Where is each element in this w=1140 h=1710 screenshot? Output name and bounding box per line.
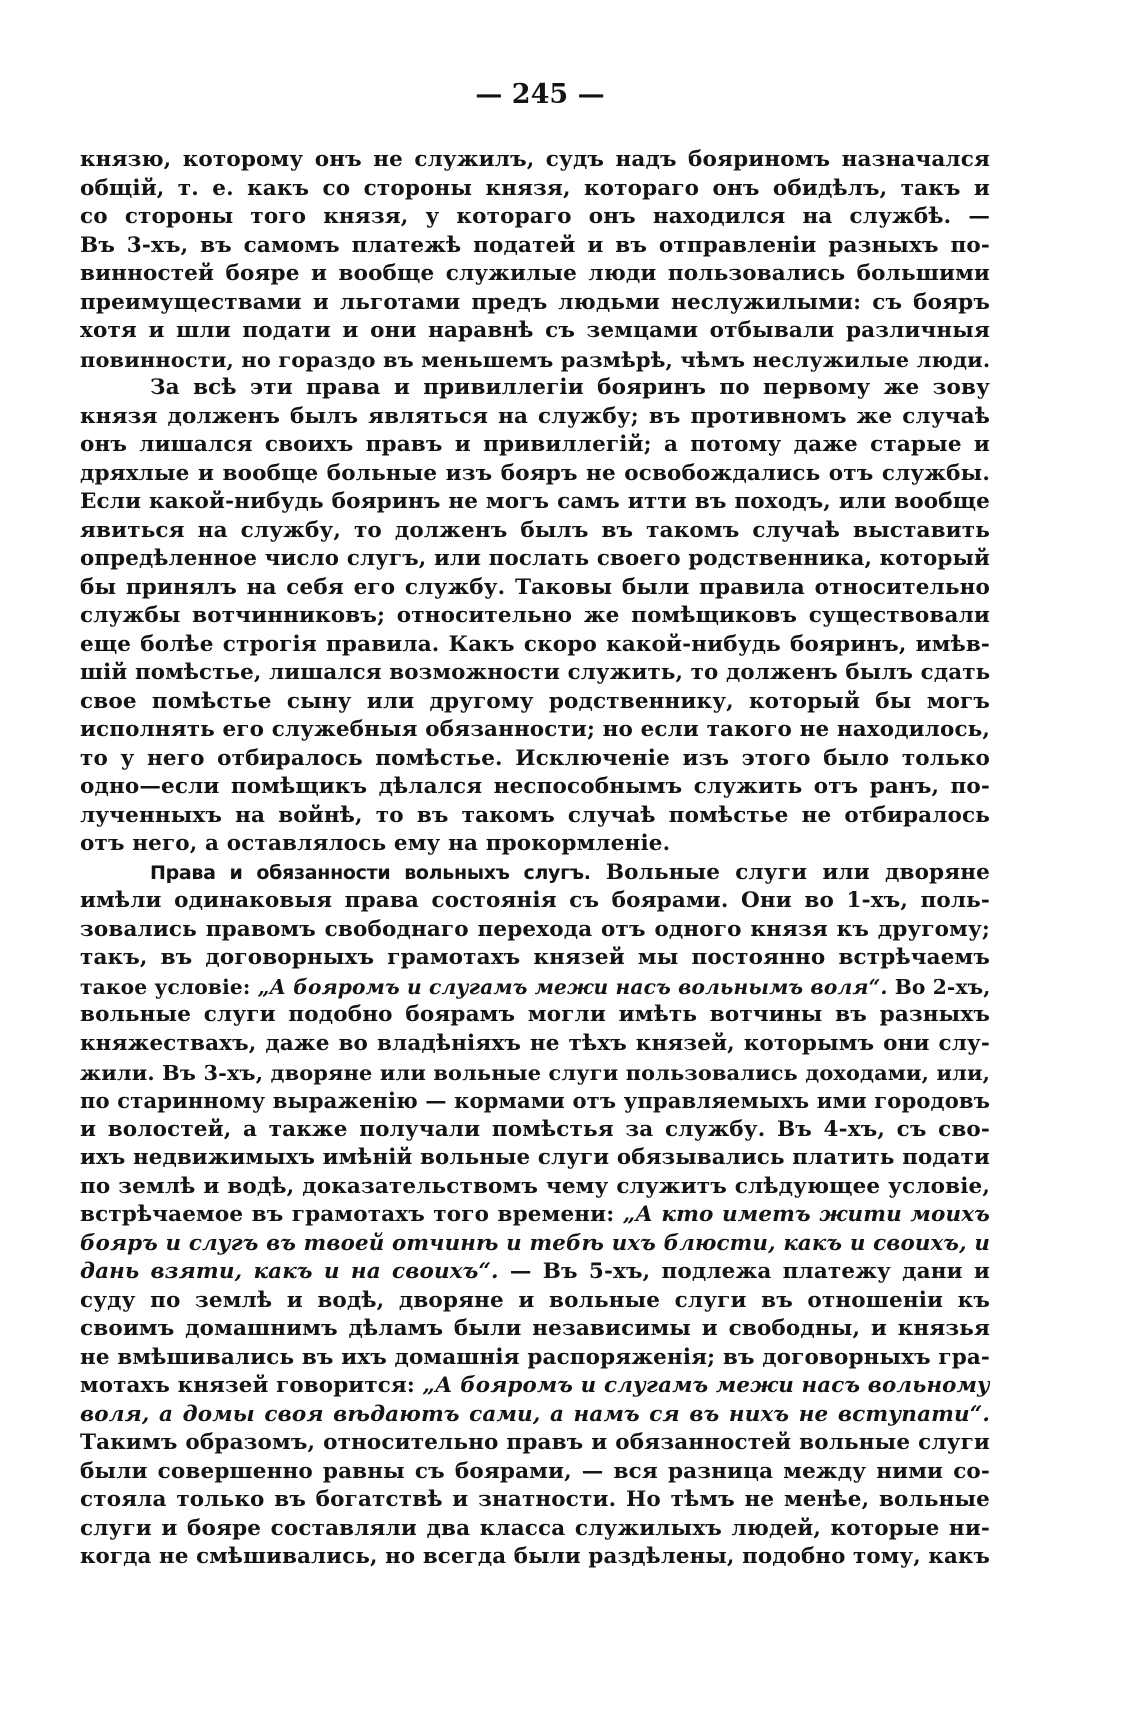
text-line: вольные слуги подобно боярамъ могли имѣть вотчины въ разныхъ — [80, 1002, 990, 1028]
text-line: княжествахъ, даже во владѣніяхъ не тѣхъ князей, которымъ они слу- — [80, 1030, 990, 1056]
text-line: общій, т. е. какъ со стороны князя, котораго онъ обидѣлъ, такъ и — [80, 175, 990, 201]
section-heading: Права и обязанности вольныхъ слугъ. — [150, 861, 591, 884]
text-line: со стороны того князя, у котораго онъ находился на службѣ. — — [80, 204, 990, 230]
text-fragment: такое условіе: — [80, 974, 258, 999]
text-line: винностей бояре и вообще служилые люди пользовались большими — [80, 261, 990, 287]
text-line: повинности, но гораздо въ меньшемъ размѣрѣ, чѣмъ неслужилые люди. — [80, 346, 990, 372]
text-line: шій помѣстье, лишался возможности служить, то долженъ былъ сдать — [80, 660, 990, 686]
quotation: „А кто иметъ жити моихъ — [622, 1202, 990, 1228]
text-line: такъ, въ договорныхъ грамотахъ князей мы постоянно встрѣчаемъ — [80, 945, 990, 971]
text-line: явиться на службу, то долженъ былъ въ такомъ случаѣ выставить — [80, 517, 990, 543]
text-line: Въ 3-хъ, въ самомъ платежѣ податей и въ отправленіи разныхъ по- — [80, 232, 990, 258]
text-line: онъ лишался своихъ правъ и привиллегій; а потому даже старые и — [80, 432, 990, 458]
text-line: не вмѣшивались въ ихъ домашнія распоряженія; въ договорныхъ гра- — [80, 1344, 990, 1370]
text-line: князю, которому онъ не служилъ, судъ надъ бояриномъ назначался — [80, 147, 990, 172]
text-line: бы принялъ на себя его службу. Таковы были правила относительно — [80, 574, 990, 600]
text-line: хотя и шли подати и они наравнѣ съ земцами отбывали различныя — [80, 318, 990, 344]
text-line: еще болѣе строгія правила. Какъ скоро какой-нибудь бояринъ, имѣв- — [80, 631, 990, 657]
text-fragment: — Въ 5-хъ, подлежа платежу дани и — [498, 1259, 990, 1285]
text-line: Если какой-нибудь бояринъ не могъ самъ итти въ походъ, или вообще — [80, 489, 990, 515]
quotation: „А бояромъ и слугамъ межи насъ вольному — [422, 1373, 990, 1399]
text-fragment: встрѣчаемое въ грамотахъ того времени: — [80, 1202, 623, 1228]
text-line: одно—если помѣщикъ дѣлался неспособнымъ служить отъ ранъ, по- — [80, 774, 990, 800]
text-line: свое помѣстье сыну или другому родственнику, который бы могъ — [80, 688, 990, 714]
text-fragment: Во 2-хъ, — [887, 974, 990, 999]
quotation: „А бояромъ и слугамъ межи насъ вольнымъ воля“. — [257, 974, 888, 999]
text-line: жили. Въ 3-хъ, дворяне или вольные слуги пользовались доходами, или, — [80, 1059, 990, 1085]
paragraph-start-line — [80, 859, 990, 888]
text-line: то у него отбиралось помѣстье. Исключеніе изъ этого было только — [80, 745, 990, 771]
text-line: и волостей, а также получали помѣстья за службу. Въ 4-хъ, съ сво- — [80, 1116, 990, 1142]
text-line: преимуществами и льготами предъ людьми неслужилыми: съ бояръ — [80, 289, 990, 315]
text-line: исполнять его служебныя обязанности; но если такого не находилось, — [80, 717, 990, 743]
text-line — [80, 1201, 990, 1230]
text-line: своимъ домашнимъ дѣламъ были независимы и свободны, и князья — [80, 1316, 990, 1342]
text-line: зовались правомъ свободнаго перехода отъ одного князя къ другому; — [80, 916, 990, 942]
page-number: — 245 — — [475, 79, 605, 110]
text-line: по землѣ и водѣ, доказательствомъ чему служитъ слѣдующее условіе, — [80, 1173, 990, 1199]
text-line: стояла только въ богатствѣ и знатности. Но тѣмъ не менѣе, вольные — [80, 1487, 990, 1513]
body-text — [80, 146, 990, 1572]
text-line: по старинному выраженію — кормами отъ управляемыхъ ими городовъ — [80, 1088, 990, 1114]
text-line — [80, 1372, 990, 1401]
text-line — [80, 973, 990, 1002]
text-line: отъ него, а оставлялось ему на прокормленіе. — [80, 831, 671, 857]
text-line — [80, 1401, 990, 1430]
text-fragment: мотахъ князей говорится: — [80, 1373, 423, 1399]
paragraph-start-line: За всѣ эти права и привиллегіи бояринъ по первому же зову — [150, 375, 990, 401]
quotation: дань взяти, какъ и на своихъ“. — [80, 1259, 499, 1285]
text-line: опредѣленное число слугъ, или послать своего родственника, который — [80, 546, 990, 572]
text-line: слуги и бояре составляли два класса служилыхъ людей, которые ни- — [80, 1515, 990, 1541]
quotation: воля, а домы своя вѣдаютъ сами, а намъ ся въ нихъ не вступати“. — [80, 1401, 990, 1427]
text-line: ихъ недвижимыхъ имѣній вольные слуги обязывались платить подати — [80, 1145, 990, 1171]
text-line: когда не смѣшивались, но всегда были раздѣлены, подобно тому, какъ — [80, 1544, 990, 1570]
text-line — [80, 1258, 990, 1287]
text-line: суду по землѣ и водѣ, дворяне и вольные слуги въ отношеніи къ — [80, 1287, 990, 1313]
text-line: службы вотчинниковъ; относительно же помѣщиковъ существовали — [80, 603, 990, 629]
text-line: лученныхъ на войнѣ, то въ такомъ случаѣ помѣстье не отбиралось — [80, 802, 990, 828]
text-line: дряхлые и вообще больные изъ бояръ не освобождались отъ службы. — [80, 460, 990, 486]
text-line: были совершенно равны съ боярами, — вся разница между ними со- — [80, 1458, 990, 1484]
text-line: князя долженъ былъ являться на службу; въ противномъ же случаѣ — [80, 403, 990, 429]
text-line — [80, 1230, 990, 1259]
text-line: Такимъ образомъ, относительно правъ и обязанностей вольные слуги — [80, 1430, 990, 1456]
text-fragment: Вольные слуги или дворяне — [590, 859, 990, 885]
quotation: бояръ и слугъ въ твоей отчинѣ и тебѣ ихъ блюсти, какъ и своихъ, и — [80, 1230, 990, 1256]
text-line: имѣли одинаковыя права состоянія съ боярами. Они во 1-хъ, поль- — [80, 888, 990, 914]
